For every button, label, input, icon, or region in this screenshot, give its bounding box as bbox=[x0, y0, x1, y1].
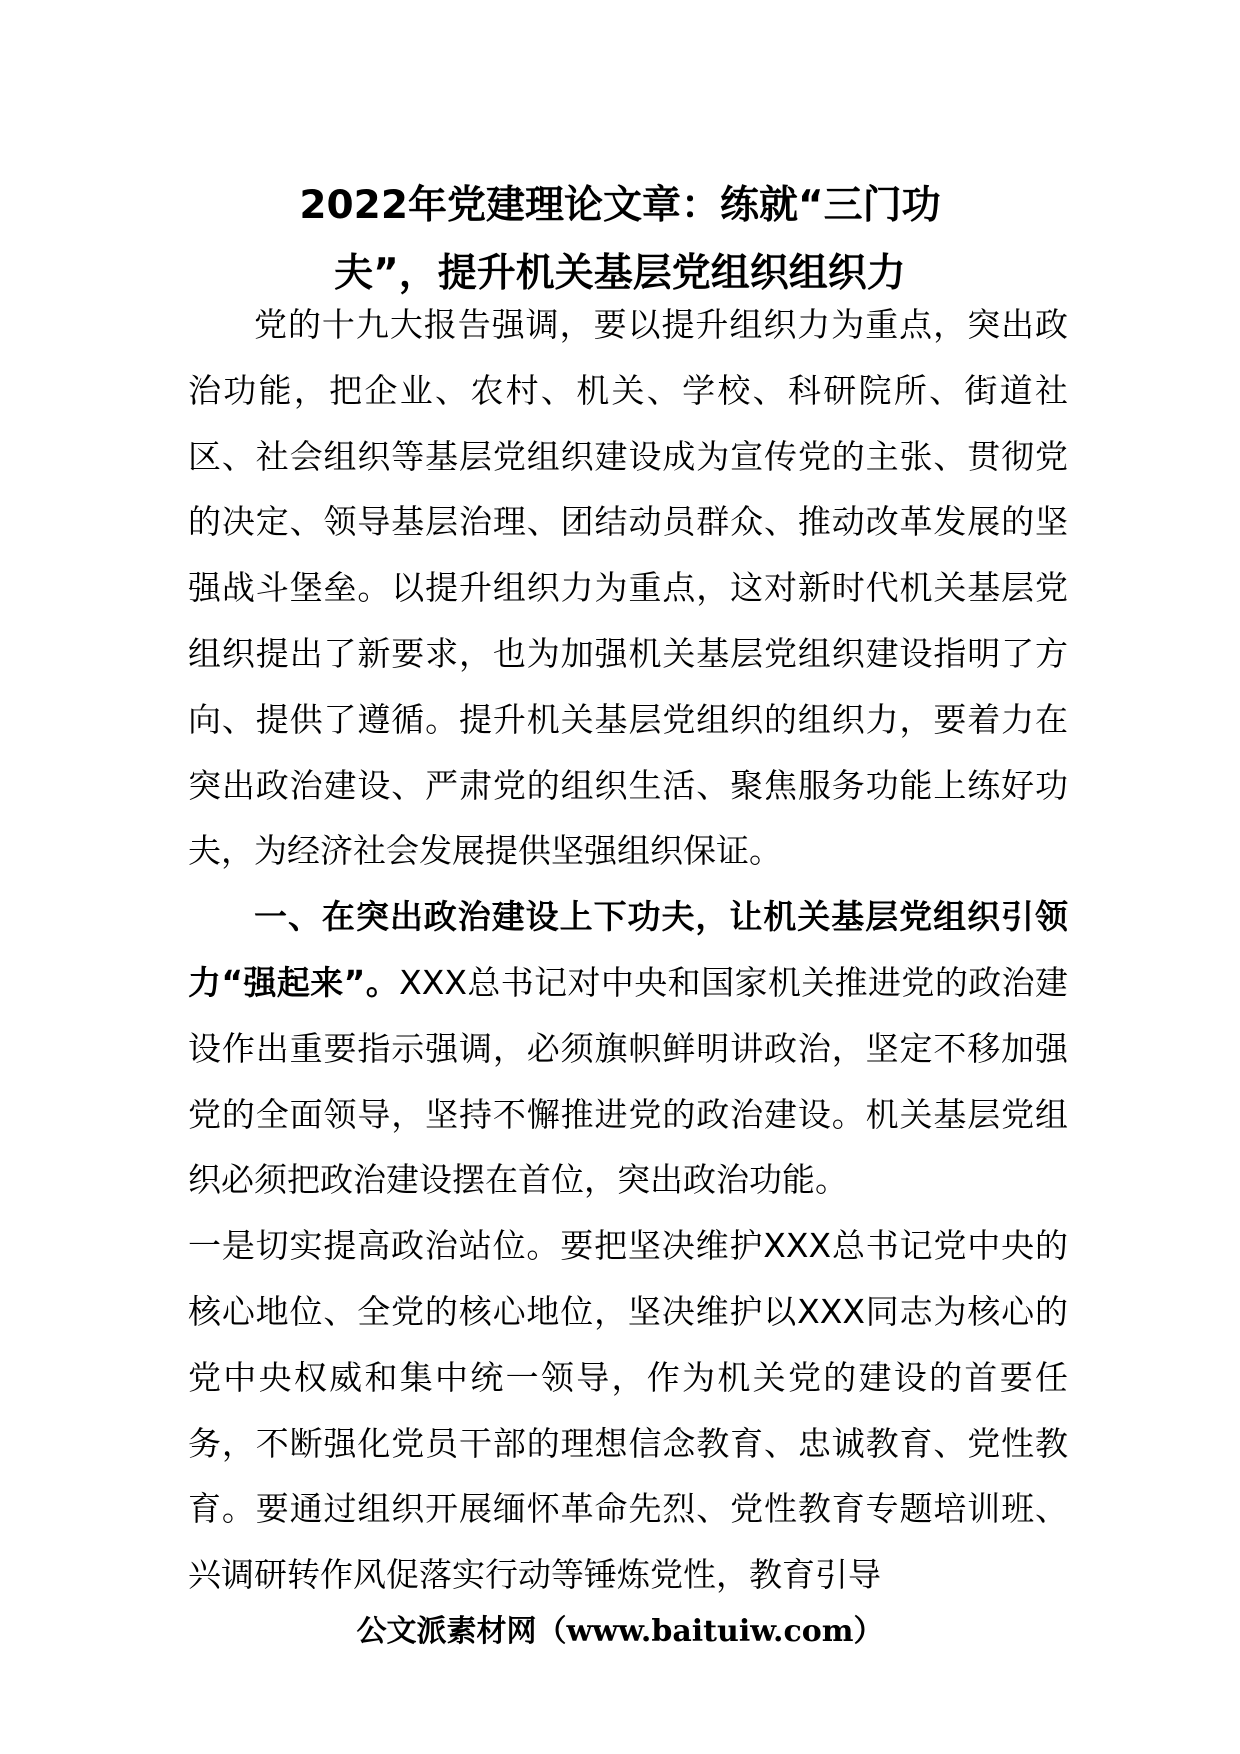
section-heading: 一、在突出政治建设上下功夫，让机关基层党组织引领力“强起来”。 bbox=[188, 897, 1068, 1002]
title-line-1: 2022年党建理论文章：练就“三门功 bbox=[299, 183, 941, 228]
document-title bbox=[190, 172, 1050, 308]
document-body bbox=[188, 292, 1068, 1608]
title-line-2: 夫”，提升机关基层党组织组织力 bbox=[334, 251, 906, 296]
paragraph-text: XXX总书记对中央和国家机关推进党的政治建设作出重要指示强调，必须旗帜鲜明讲政治，坚定不移加强党的全面领导，坚持不懈推进党的政治建设。机关基层党组织必须把政治建设摆在首位，突出政治功能。 bbox=[188, 962, 1068, 1200]
paragraph-text: 党的十九大报告强调，要以提升组织力为重点，突出政治功能，把企业、农村、机关、学校、科研院所、街道社区、社会组织等基层党组织建设成为宣传党的主张、贯彻党的决定、领导基层治理、团结动员群众、推动改革发展的坚强战斗堡垒。以提升组织力为重点，这对新时代机关基层党组织提出了新要求，也为加强机关基层党组织建设指明了方向、提供了遵循。提升机关基层党组织的组织力，要着力在突出政治建设、严肃党的组织生活、聚焦服务功能上练好功夫，为经济社会发展提供坚强组织保证。 bbox=[188, 305, 1068, 871]
paragraph-text: 一是切实提高政治站位。要把坚决维护XXX总书记党中央的核心地位、全党的核心地位，坚决维护以XXX同志为核心的党中央权威和集中统一领导，作为机关党的建设的首要任务，不断强化党员干部的理想信念教育、忠诚教育、党性教育。要通过组织开展缅怀革命先烈、党性教育专题培训班、兴调研转作风促落实行动等锤炼党性，教育引导 bbox=[188, 1226, 1068, 1595]
paragraph-point-one bbox=[188, 1213, 1068, 1608]
paragraph-section-one bbox=[188, 884, 1068, 1213]
footer-watermark: 公文派素材网（www.baituiw.com） bbox=[356, 1614, 884, 1649]
paragraph-intro bbox=[188, 292, 1068, 884]
